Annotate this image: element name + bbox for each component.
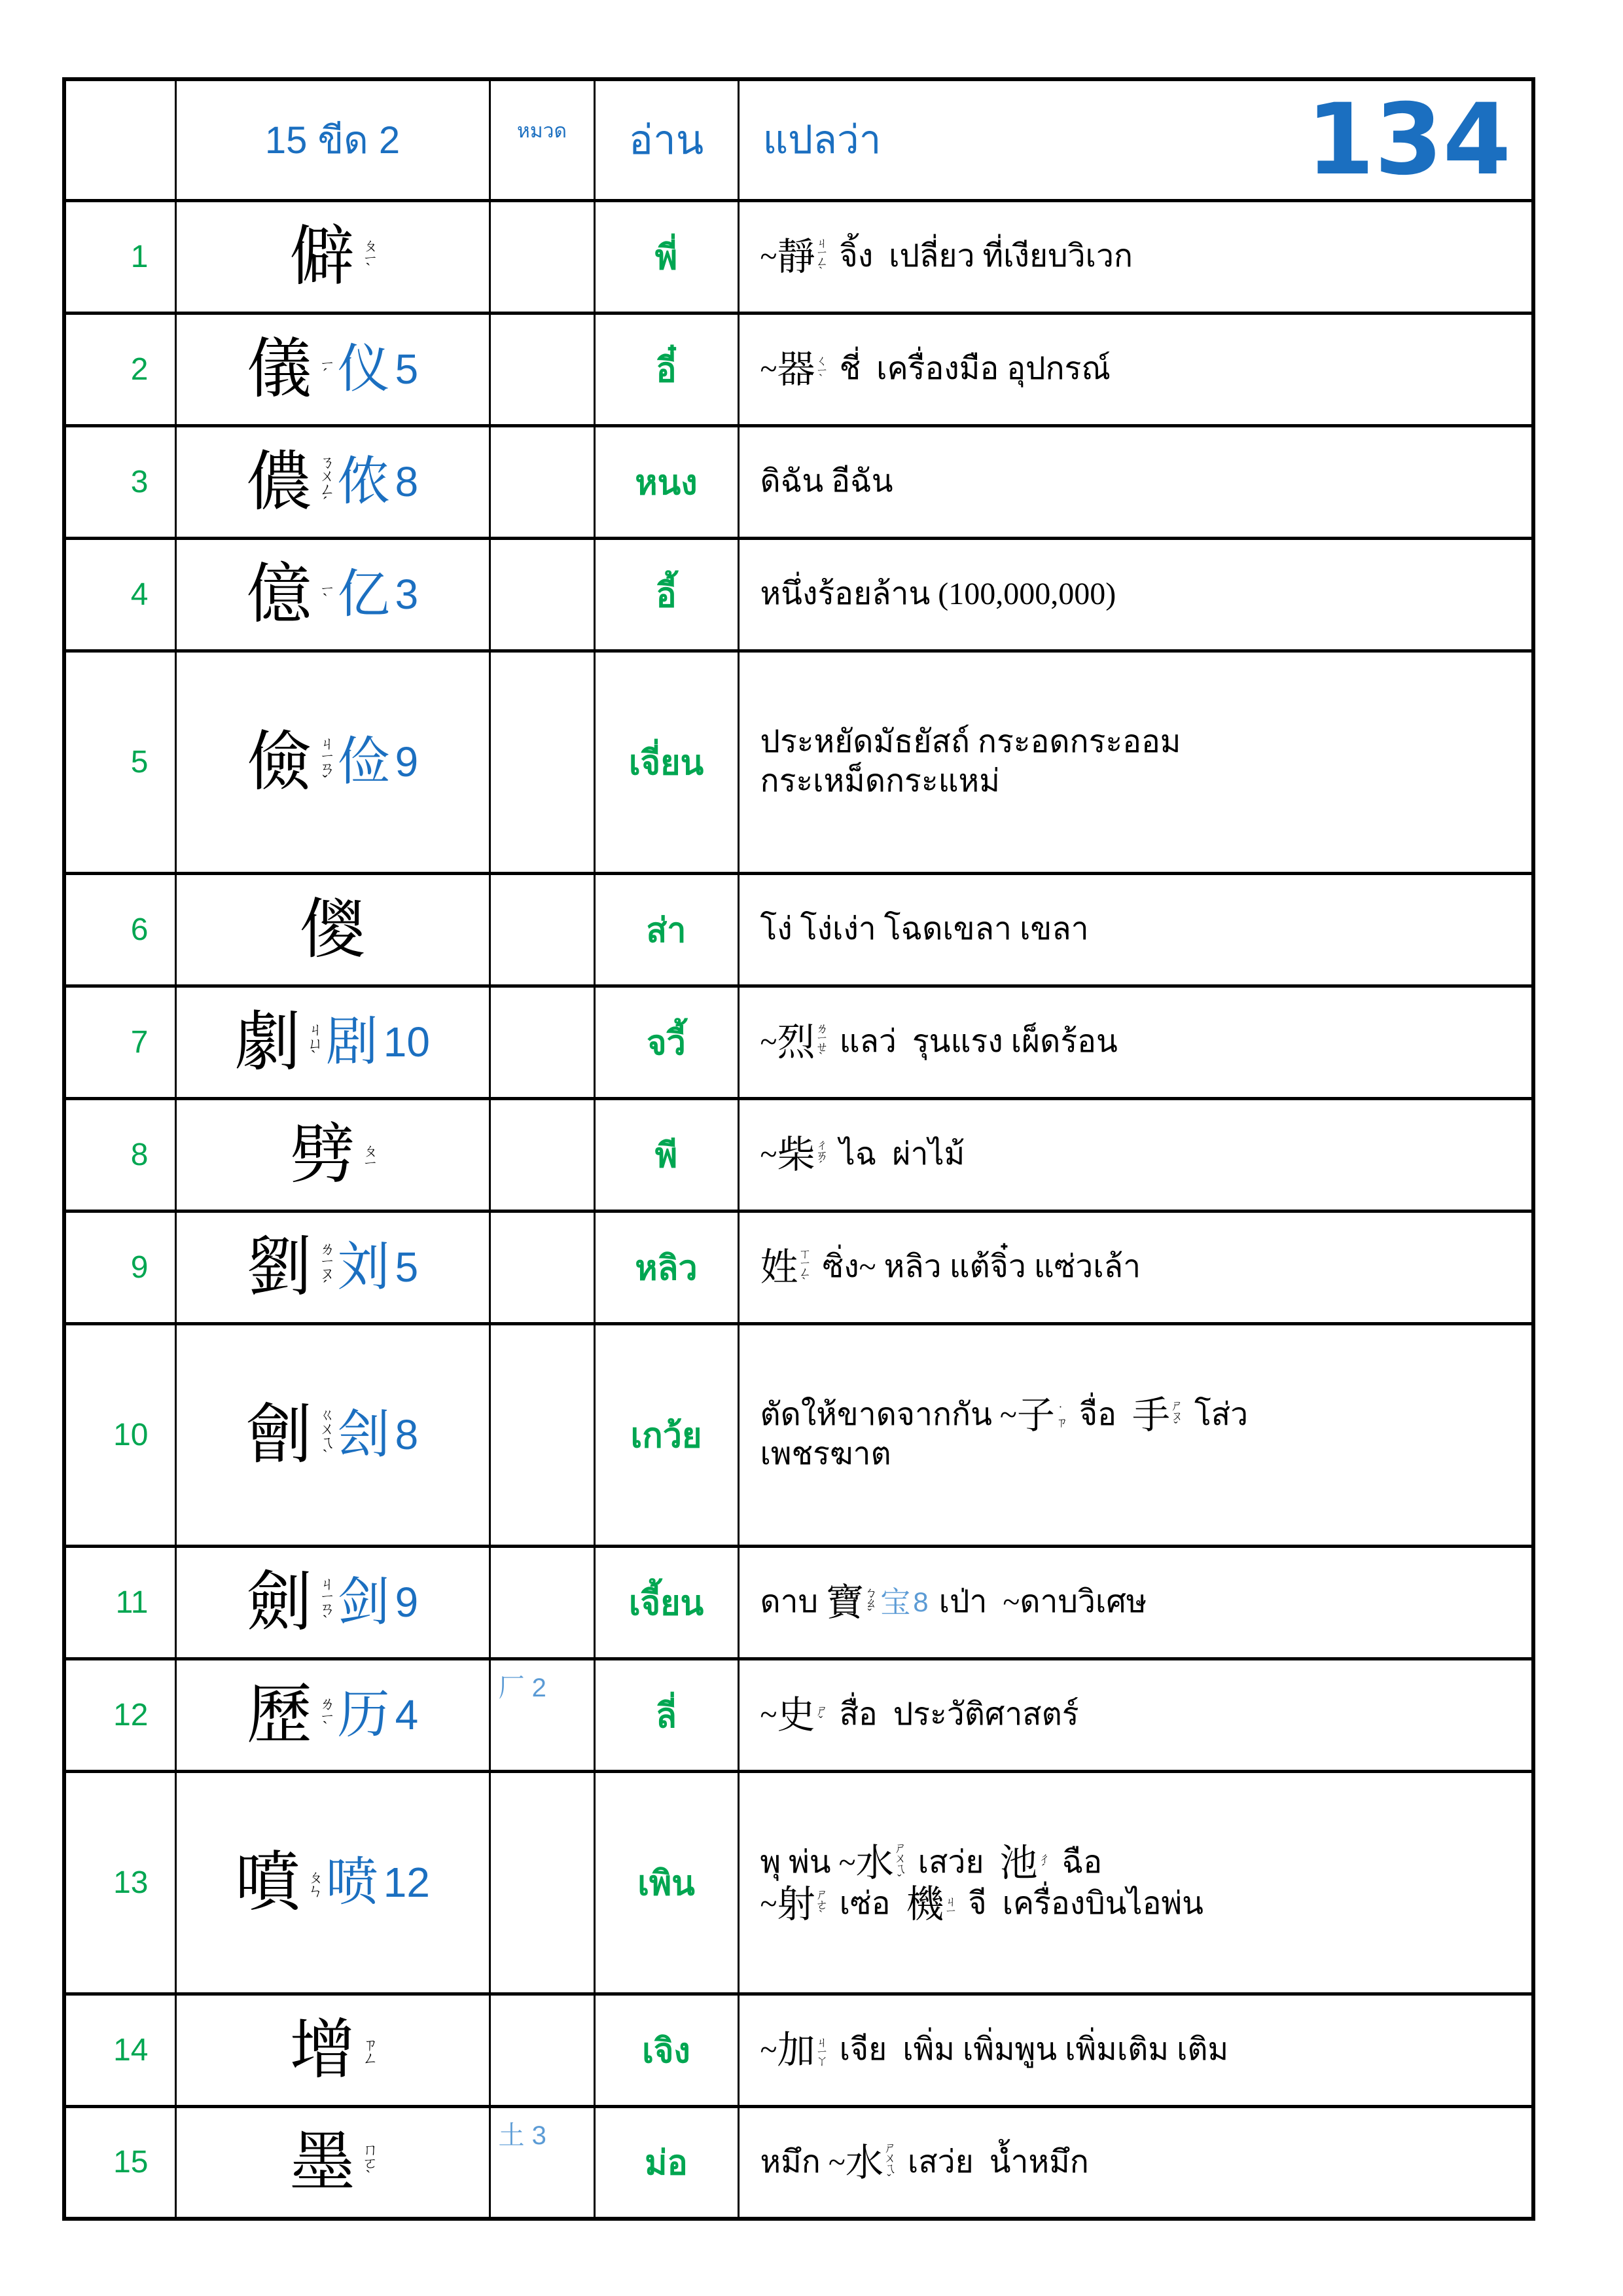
character-cell — [175, 1211, 490, 1323]
meaning-cell — [738, 200, 1533, 313]
meaning-text: แลว่ รุนแรง เผ็ดร้อน — [831, 1024, 1118, 1059]
zhuyin-annotation: ㄐㄧㄢˇ — [316, 735, 334, 789]
simplified-hanzi: 俭 — [337, 731, 390, 792]
zhuyin-annotation: ㄇㄛˋ — [359, 2141, 377, 2184]
meaning-text: ~ — [760, 238, 777, 274]
radical-cell — [490, 651, 594, 873]
zhuyin-annotation: ㄌㄧˋ — [316, 1695, 334, 1735]
character-wrap — [177, 1396, 488, 1473]
meaning-hanzi: 寶 — [826, 1580, 865, 1624]
meaning-text: จื่อ — [1071, 1397, 1132, 1432]
meaning-lines — [760, 1244, 1525, 1289]
meaning-lines — [760, 462, 1525, 501]
zhuyin-annotation: ㄆㄣ — [304, 1869, 322, 1896]
radical-cell — [490, 425, 594, 538]
meaning-hanzi: 子 — [1016, 1393, 1055, 1437]
meaning-line — [760, 910, 1525, 949]
character-wrap — [177, 331, 488, 407]
meaning-text: เสว่ย น้ำหมึก — [899, 2144, 1089, 2179]
meaning-line — [760, 347, 1525, 391]
meaning-line — [760, 723, 1525, 762]
stroke-count: 5 — [395, 346, 419, 393]
table-row — [64, 1659, 1533, 1771]
meaning-text: กระเหม็ดกระแหม่ — [760, 764, 1000, 798]
zhuyin-annotation: ㄆㄧ — [359, 1142, 377, 1167]
traditional-hanzi: 劇 — [235, 1003, 300, 1080]
meaning-text: โง่ โง่เง่า โฉดเขลา เขลา — [760, 912, 1089, 946]
zhuyin-annotation: ㄐㄧㄢˋ — [316, 1575, 334, 1629]
traditional-hanzi: 劉 — [246, 1229, 312, 1305]
meaning-cell — [738, 2106, 1533, 2219]
meaning-zhuyin: ㄐㄧㄚ — [813, 2035, 828, 2065]
meaning-lines — [760, 347, 1525, 391]
thai-reading-cell: อี๋ — [594, 313, 738, 425]
meaning-text: ฉือ — [1054, 1845, 1103, 1880]
traditional-hanzi: 儂 — [246, 443, 312, 520]
row-number-cell: 11 — [64, 1546, 175, 1659]
zhuyin-annotation: ㄍㄨㄟˋ — [316, 1407, 334, 1463]
meaning-zhuyin: ㄐㄧ — [942, 1894, 957, 1914]
traditional-hanzi: 增 — [289, 2011, 355, 2088]
meaning-text: สื่อ ประวัติศาสตร์ — [831, 1697, 1079, 1732]
meaning-hanzi: 加 — [777, 2028, 815, 2072]
row-number-cell: 3 — [64, 425, 175, 538]
character-wrap — [177, 556, 488, 632]
table-row — [64, 1771, 1533, 1994]
table-row — [64, 1994, 1533, 2106]
character-cell — [175, 200, 490, 313]
meaning-line — [760, 236, 1525, 277]
simplified-hanzi: 剑 — [337, 1571, 390, 1632]
simplified-hanzi: 侬 — [337, 451, 390, 512]
row-number-cell: 12 — [64, 1659, 175, 1771]
meaning-hanzi: 池 — [999, 1840, 1038, 1885]
meaning-cell — [738, 1098, 1533, 1211]
meaning-hanzi: 水 — [855, 1840, 894, 1885]
table-row — [64, 1211, 1533, 1323]
table-row — [64, 200, 1533, 313]
character-cell — [175, 313, 490, 425]
simplified-hanzi: 历 — [337, 1684, 390, 1745]
zhuyin-annotation: ㄆㄧˋ — [359, 236, 377, 277]
meaning-zhuyin: ˙ㄗ — [1053, 1404, 1067, 1426]
table-row — [64, 313, 1533, 425]
meaning-cell — [738, 1323, 1533, 1546]
character-wrap — [177, 2011, 488, 2088]
stroke-count: 8 — [395, 1411, 419, 1458]
stroke-count: 3 — [395, 571, 419, 618]
table-row — [64, 986, 1533, 1098]
character-cell — [175, 1994, 490, 2106]
meaning-text: ชี่ เครื่องมือ อุปกรณ์ — [831, 351, 1111, 386]
meaning-text: หมึก ~ — [760, 2144, 846, 2179]
table-row — [64, 1098, 1533, 1211]
row-number-cell: 7 — [64, 986, 175, 1098]
meaning-lines — [760, 1395, 1525, 1474]
meaning-text: เสว่ย — [910, 1845, 1000, 1880]
zhuyin-annotation: ㄋㄨㄥˊ — [316, 454, 334, 510]
dictionary-sheet — [62, 77, 1531, 2221]
thai-reading-cell: เจิง — [594, 1994, 738, 2106]
row-number-cell: 9 — [64, 1211, 175, 1323]
meaning-cell — [738, 1546, 1533, 1659]
meaning-cell — [738, 1659, 1533, 1771]
meaning-cell — [738, 651, 1533, 873]
meaning-line — [760, 2141, 1525, 2184]
meaning-text: โส่ว — [1186, 1397, 1249, 1432]
simplified-hanzi: 仪 — [337, 338, 390, 399]
radical-cell — [490, 1211, 594, 1323]
character-cell — [175, 538, 490, 651]
meaning-zhuyin: ㄕㄜˋ — [813, 1888, 828, 1920]
meaning-zhuyin: ㄔㄞˊ — [813, 1138, 828, 1171]
table-row — [64, 651, 1533, 873]
meaning-zhuyin: ㄕㄨㄟˇ — [882, 2140, 896, 2184]
meaning-zhuyin: ㄕˇ — [813, 1704, 828, 1726]
meaning-line — [760, 1244, 1525, 1289]
table-row — [64, 2106, 1533, 2219]
zhuyin-annotation: ㄧˊ — [316, 356, 334, 382]
thai-reading-cell: ม่อ — [594, 2106, 738, 2219]
character-cell — [175, 1546, 490, 1659]
page-number: 134 — [1306, 82, 1511, 197]
meaning-hanzi: 射 — [777, 1882, 815, 1926]
table-row — [64, 1323, 1533, 1546]
meaning-zhuyin: ㄅㄠˇ — [863, 1586, 877, 1619]
character-cell — [175, 873, 490, 986]
radical-cell — [490, 538, 594, 651]
meaning-line — [760, 1693, 1525, 1737]
meaning-zhuyin: ㄔˊ — [1036, 1852, 1050, 1874]
traditional-hanzi: 噴 — [235, 1844, 300, 1920]
radical-cell — [490, 313, 594, 425]
meaning-column-header: แปลว่า — [762, 118, 882, 162]
simplified-hanzi: 亿 — [337, 564, 390, 624]
character-wrap — [177, 1003, 488, 1080]
meaning-line — [760, 1884, 1525, 1924]
meaning-cell — [738, 1994, 1533, 2106]
meaning-hanzi: 柴 — [777, 1132, 815, 1177]
row-number-cell: 14 — [64, 1994, 175, 2106]
meaning-header-wrap — [740, 82, 1531, 197]
zhuyin-annotation: ㄗㄥ — [359, 2036, 377, 2064]
meaning-line — [760, 1580, 1525, 1624]
meaning-hanzi: 機 — [906, 1882, 944, 1926]
meaning-text: ซิ่ง~ หลิว แต้จิ๋ว แซ่วเล้า — [814, 1249, 1141, 1284]
meaning-hanzi: 水 — [845, 2140, 883, 2185]
thai-reading-cell: จวี้ — [594, 986, 738, 1098]
meaning-hanzi: 器 — [777, 347, 815, 391]
radical-cell — [490, 1323, 594, 1546]
traditional-hanzi: 劊 — [246, 1396, 312, 1473]
character-wrap — [177, 891, 488, 967]
meaning-hanzi: 烈 — [777, 1019, 815, 1064]
stroke-count: 5 — [395, 1244, 419, 1291]
char-table-body — [64, 79, 1533, 2219]
row-number-cell: 10 — [64, 1323, 175, 1546]
thai-reading-cell: พี — [594, 1098, 738, 1211]
row-number-cell: 4 — [64, 538, 175, 651]
meaning-text: หนึ่งร้อยล้าน (100,000,000) — [760, 577, 1116, 611]
zhuyin-annotation: ㄌㄧㄡˊ — [316, 1240, 334, 1294]
meaning-text: ประหยัดมัธยัสถ์ กระอดกระออม — [760, 725, 1181, 759]
character-wrap — [177, 723, 488, 800]
meaning-cell — [738, 538, 1533, 651]
character-cell — [175, 986, 490, 1098]
character-wrap — [177, 1844, 488, 1920]
meaning-cell — [738, 425, 1533, 538]
reading-column-header: อ่าน — [594, 79, 738, 200]
character-cell — [175, 1098, 490, 1211]
character-wrap — [177, 1676, 488, 1753]
traditional-hanzi: 墨 — [289, 2123, 355, 2200]
row-number-cell: 2 — [64, 313, 175, 425]
stroke-count: 10 — [383, 1018, 430, 1066]
meaning-line — [760, 762, 1525, 801]
simplified-hanzi: 刽 — [337, 1404, 390, 1465]
corner-cell — [64, 79, 175, 200]
meaning-lines — [760, 2030, 1525, 2070]
meaning-lines — [760, 575, 1525, 614]
meaning-lines — [760, 1841, 1525, 1924]
meaning-line — [760, 462, 1525, 501]
radical-cell — [490, 1771, 594, 1994]
radical-cell — [490, 986, 594, 1098]
traditional-hanzi: 儀 — [246, 331, 312, 407]
meaning-zhuyin: ㄑㄧˋ — [813, 353, 828, 385]
meaning-hanzi: 姓 — [760, 1244, 798, 1289]
character-table — [62, 77, 1535, 2221]
thai-reading-cell: อี้ — [594, 538, 738, 651]
row-number-cell: 15 — [64, 2106, 175, 2219]
radical-cell — [490, 1546, 594, 1659]
meaning-text: จิ้ง เปลี่ยว ที่เงียบวิเวก — [831, 238, 1133, 274]
meaning-text: ไฉ ผ่าไม้ — [831, 1137, 965, 1172]
meaning-zhuyin: ㄐㄧㄥˋ — [813, 236, 828, 278]
meaning-text: ~ — [760, 1697, 777, 1732]
meaning-lines — [760, 1693, 1525, 1737]
zhuyin-annotation: ㄐㄩˋ — [304, 1020, 322, 1064]
stroke-count: 9 — [395, 1579, 419, 1626]
traditional-hanzi: 劍 — [246, 1564, 312, 1640]
meaning-stroke-count: 8 — [913, 1586, 929, 1617]
table-row — [64, 538, 1533, 651]
thai-reading-cell: ลี่ — [594, 1659, 738, 1771]
meaning-cell — [738, 313, 1533, 425]
meaning-text: เจีย เพิ่ม เพิ่มพูน เพิ่มเติม เติม — [831, 2032, 1229, 2067]
meaning-zhuyin: ㄒㄧㄥˋ — [796, 1246, 811, 1288]
meaning-text: เป่า ~ดาบวิเศษ — [931, 1585, 1147, 1619]
radical-cell — [490, 873, 594, 986]
meaning-text: ~ — [760, 1886, 777, 1921]
meaning-line — [760, 2030, 1525, 2070]
stroke-group-header: 15 ขีด 2 — [175, 79, 490, 200]
meaning-text: ~ — [760, 1137, 777, 1172]
simplified-hanzi: 剧 — [325, 1011, 378, 1072]
meaning-lines — [760, 1019, 1525, 1064]
character-wrap — [177, 2123, 488, 2200]
character-cell — [175, 651, 490, 873]
thai-reading-cell: เพิน — [594, 1771, 738, 1994]
character-wrap — [177, 1564, 488, 1640]
simplified-hanzi: 喷 — [325, 1852, 378, 1912]
meaning-cell — [738, 1771, 1533, 1994]
meaning-line — [760, 1132, 1525, 1177]
meaning-zhuyin: ㄌㄧㄝˋ — [813, 1021, 828, 1063]
meaning-hanzi: 手 — [1132, 1393, 1170, 1437]
meaning-lines — [760, 1580, 1525, 1624]
character-cell — [175, 425, 490, 538]
thai-reading-cell: พี่ — [594, 200, 738, 313]
meaning-cell — [738, 1211, 1533, 1323]
zhuyin-annotation: ㄧˋ — [316, 581, 334, 607]
radical-cell: 土 3 — [490, 2106, 594, 2219]
meaning-lines — [760, 236, 1525, 277]
stroke-count: 8 — [395, 458, 419, 505]
character-wrap — [177, 1229, 488, 1305]
stroke-count: 12 — [383, 1859, 430, 1906]
row-number-cell: 1 — [64, 200, 175, 313]
thai-reading-cell: เจี้ยน — [594, 1546, 738, 1659]
meaning-lines — [760, 910, 1525, 949]
thai-reading-cell: เกว้ย — [594, 1323, 738, 1546]
character-cell — [175, 1771, 490, 1994]
traditional-hanzi: 劈 — [289, 1116, 355, 1193]
meaning-line — [760, 1841, 1525, 1884]
meaning-text: พุ พ่น ~ — [760, 1845, 856, 1880]
meaning-hanzi: 史 — [777, 1693, 815, 1737]
character-wrap — [177, 443, 488, 520]
traditional-hanzi: 僻 — [289, 218, 355, 295]
radical-column-header: หมวด — [490, 79, 594, 200]
table-row — [64, 873, 1533, 986]
meaning-text: ~ — [760, 1024, 777, 1059]
radical-cell — [490, 1994, 594, 2106]
meaning-text: เซ่อ — [831, 1886, 906, 1921]
thai-reading-cell: หลิว — [594, 1211, 738, 1323]
character-cell — [175, 1323, 490, 1546]
simplified-hanzi: 刘 — [337, 1236, 390, 1297]
radical-cell — [490, 1098, 594, 1211]
header-row — [64, 79, 1533, 200]
meaning-cell — [738, 873, 1533, 986]
meaning-text: ~ — [760, 351, 777, 386]
meaning-line — [760, 575, 1525, 614]
row-number-cell: 8 — [64, 1098, 175, 1211]
meaning-zhuyin: ㄕㄡˇ — [1169, 1399, 1183, 1431]
character-cell — [175, 2106, 490, 2219]
traditional-hanzi: 歷 — [246, 1676, 312, 1753]
meaning-lines — [760, 723, 1525, 801]
stroke-count: 9 — [395, 738, 419, 785]
meaning-cell — [738, 986, 1533, 1098]
meaning-line — [760, 1019, 1525, 1064]
meaning-zhuyin: ㄕㄨㄟˇ — [892, 1841, 906, 1884]
thai-reading-cell: ส่า — [594, 873, 738, 986]
meaning-lines — [760, 2141, 1525, 2184]
meaning-hanzi: 靜 — [777, 234, 815, 279]
meaning-simplified-hanzi: 宝 — [880, 1585, 911, 1620]
character-wrap — [177, 1116, 488, 1193]
traditional-hanzi: 億 — [246, 556, 312, 632]
meaning-text: ตัดให้ขาดจากกัน ~ — [760, 1397, 1017, 1432]
row-number-cell: 13 — [64, 1771, 175, 1994]
meaning-text: ดิฉัน อีฉัน — [760, 464, 893, 499]
meaning-line — [760, 1395, 1525, 1435]
character-cell — [175, 1659, 490, 1771]
thai-reading-cell: หนง — [594, 425, 738, 538]
radical-cell — [490, 200, 594, 313]
thai-reading-cell: เจี่ยน — [594, 651, 738, 873]
row-number-cell: 5 — [64, 651, 175, 873]
row-number-cell: 6 — [64, 873, 175, 986]
meaning-text: ~ — [760, 2032, 777, 2067]
traditional-hanzi: 儉 — [246, 723, 312, 800]
table-row — [64, 1546, 1533, 1659]
table-row — [64, 425, 1533, 538]
character-wrap — [177, 218, 488, 295]
meaning-text: ดาบ — [760, 1585, 827, 1619]
traditional-hanzi: 儍 — [300, 891, 365, 967]
radical-cell: 厂 2 — [490, 1659, 594, 1771]
meaning-text: จี เครื่องบินไอพ่น — [960, 1886, 1204, 1921]
meaning-line — [760, 1435, 1525, 1474]
meaning-header-cell — [738, 79, 1533, 200]
meaning-text: เพชรฆาต — [760, 1437, 891, 1471]
meaning-lines — [760, 1132, 1525, 1177]
stroke-count: 4 — [395, 1691, 419, 1738]
